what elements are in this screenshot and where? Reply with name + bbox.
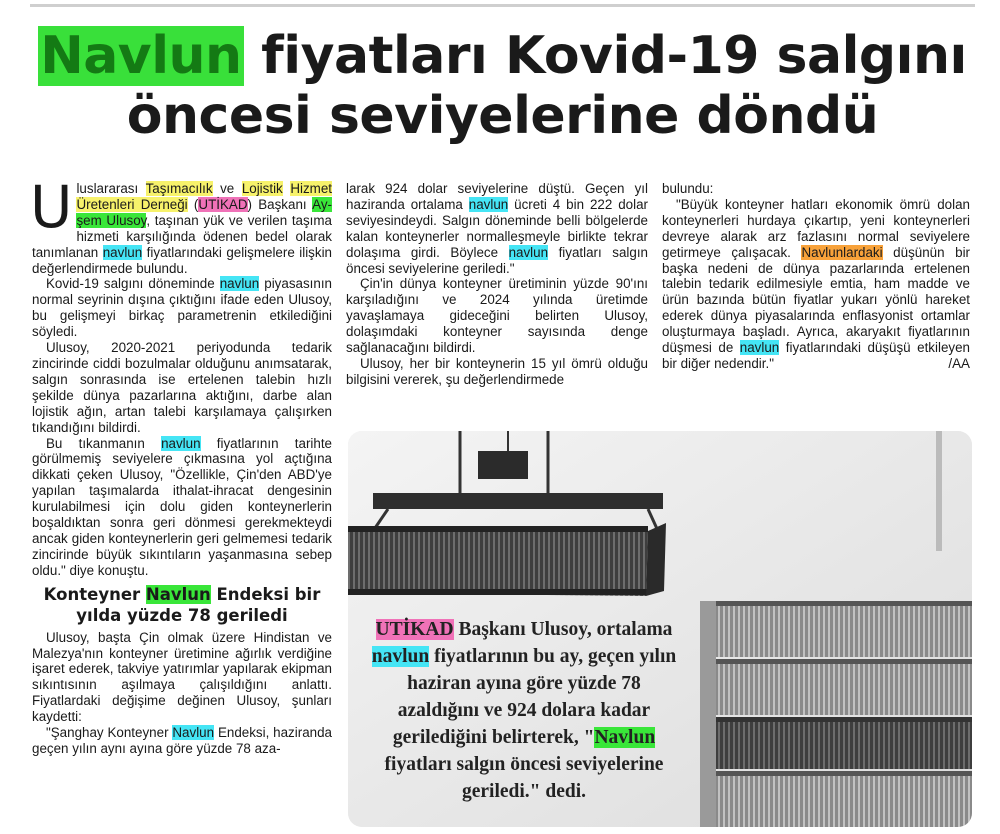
article-photo — [348, 431, 972, 827]
headline-highlight: Navlun — [40, 26, 242, 86]
paragraph: Ulusoy, 2020-2021 periyodunda tedarik zincirinde ciddi bozulmalar olduğunu anımsatarak, salgın sonrasında ise ertelenen talebin hızlı şekilde dünya pazarlarına aktığını, darbe alan lojistik ağın, artan talebi karşılamaya çalışırken tıkandığını bildirdi. — [32, 340, 332, 435]
keyword-highlight: Navlunlardaki — [801, 244, 883, 260]
keyword-highlight: UTİKAD — [375, 619, 454, 640]
text-run: "Şanghay Konteyner — [46, 725, 173, 741]
text-run: Bu tıkanmanın — [46, 435, 162, 451]
text-run: fiyatları salgın öncesi seviyelerine geriledi." — [346, 244, 648, 276]
keyword-highlight: navlun — [468, 196, 509, 212]
text-run: ( — [187, 196, 199, 212]
text-run: Başkanı Ulusoy, ortalama — [453, 619, 673, 640]
source-signature: /AA — [948, 355, 970, 371]
text-run: Konteyner — [43, 584, 146, 604]
text-run: , taşınan yük ve verilen taşıma hizmeti karşılığında ödenen bedel olarak tanımlanan — [32, 212, 332, 260]
paragraph: bulundu: — [662, 181, 714, 196]
paragraph — [32, 436, 332, 579]
top-rule — [30, 4, 975, 7]
paragraph-intro — [30, 173, 333, 276]
text-run: "Büyük konteyner hatları ekonomik ömrü dolan konteynerleri hurdaya çıkartıp, yeni konteynerleri devreye alarak arz fazlasını normal seviyelere getirmeye çalışacak. — [662, 196, 970, 260]
article-column-1 — [30, 173, 333, 757]
text-run: Endeksi bir yılda yüzde 78 geriledi — [76, 584, 321, 625]
text-run: fiyatlarının tarihte görülmemiş seviyelere çıkmasına yol açtığına dikkati çeken Ulusoy, "Özellikle, Çin'den ABD'ye yapılan taşımalarda ithalat-ihracat dengesinin kurulabilmesi için dolu giden konteynerlerin boşaldıktan sonra geri dönmesi gerekmekteydi ancak giden konteynerlerin geri gelmemesi tedarik zincirinde büyük sıkıntıların yaşanmasına sebep oldu." diye konuştu. — [32, 435, 332, 578]
article-column-3 — [662, 181, 970, 372]
article-column-2 — [346, 181, 648, 388]
text-run: piyasasının normal seyrinin dışına çıktığını ifade eden Ulusoy, bu gelişmeyi birkaç parametrenin etkilediğini söyledi. — [32, 276, 332, 340]
pull-quote — [370, 616, 678, 805]
text-run: Kovid-19 salgını döneminde — [46, 276, 220, 292]
headline-line2: öncesi seviyelerine döndü — [126, 86, 879, 146]
paragraph: Ulusoy, başta Çin olmak üzere Hindistan ve Malezya'nın konteyner üretimine ağırlık verdiğine işaret ederek, takviye yatırımlar yapılarak ekipman sıkıntısının aşılmaya çalışıldığını anlattı. Fiyatlardaki değişime değinen Ulusoy, şunları kaydetti: — [32, 629, 332, 725]
keyword-highlight: Lojistik — [241, 181, 283, 196]
keyword-highlight: navlun — [161, 435, 201, 451]
text-run: fiyatlarındaki düşüşü etkileyen bir diğer nedendir." — [662, 340, 970, 371]
paragraph — [32, 276, 332, 340]
keyword-highlight: navlun — [219, 276, 260, 292]
text-run: ücreti 4 bin 222 dolar seviyesindeydi. Salgın döneminde belli bölgelerde kalan konteynerler normalleşmeyle birlikte tekrar dolaşıma girdi. Böylece — [346, 196, 648, 260]
keyword-highlight: Navlun — [145, 584, 211, 604]
text-run: Endeksi, haziranda geçen yılın aynı ayına göre yüzde 78 aza- — [32, 725, 332, 756]
paragraph — [346, 181, 648, 276]
keyword-highlight: navlun — [508, 244, 549, 260]
paragraph — [662, 197, 970, 372]
text-run: fiyatları salgın öncesi seviyelerine geriledi." dedi. — [384, 754, 664, 802]
keyword-highlight: navlun — [371, 646, 430, 667]
keyword-highlight: Taşımacılık — [145, 181, 213, 196]
text-run: larak 924 dolar seviyelerine düştü. Geçen yıl haziranda ortalama — [346, 181, 648, 212]
keyword-highlight: Navlun — [594, 727, 656, 748]
paragraph: Ulusoy, her bir konteynerin 15 yıl ömrü olduğu bilgisini vererek, şu değerlendirmede — [346, 355, 648, 387]
subheading — [32, 584, 332, 626]
text-run: ) Başkanı — [247, 196, 313, 212]
headline-line1: fiyatları Kovid-19 salgını — [243, 26, 967, 86]
keyword-highlight: navlun — [739, 340, 780, 356]
keyword-highlight: Ay-şem Ulusoy — [76, 196, 333, 228]
drop-cap: U — [30, 173, 73, 241]
text-run: ve — [212, 181, 242, 196]
text-run: luslararası — [76, 181, 146, 196]
paragraph: Çin'in dünya konteyner üretiminin yüzde 90'ını karşıladığını ve 2024 yılında üretimde yavaşlamaya gideceğini belirten Ulusoy, dolaşımdaki konteyner sayısında denge sağlanacağını bildirdi. — [346, 276, 648, 356]
text-run: düşünün bir başka nedeni de dünya pazarlarında ertelenen talebin tedarik edilmesiyle emtia, ham madde ve ürün bazında bütün fiyatlar yukarı yönlü hareket ederek dünya piyasalarında enflasyonist ortamlar oluşturmaya başladı. Ayrıca, akaryakıt fiyatlarının düşmesi de — [662, 244, 970, 356]
keyword-highlight: UTİKAD — [198, 196, 248, 212]
headline — [30, 26, 975, 146]
keyword-highlight: navlun — [102, 244, 143, 260]
text-run: fiyatlarındaki gelişmelere ilişkin değerlendirmede bulundu. — [32, 244, 332, 276]
keyword-highlight: Hizmet Üretenleri Derneği — [76, 181, 332, 212]
text-run: fiyatlarının bu ay, geçen yılın haziran ayına göre yüzde 78 azaldığını ve 924 dolara kadar gerilediğini belirterek, " — [392, 646, 677, 748]
keyword-highlight: Navlun — [172, 725, 215, 741]
paragraph — [32, 725, 332, 757]
